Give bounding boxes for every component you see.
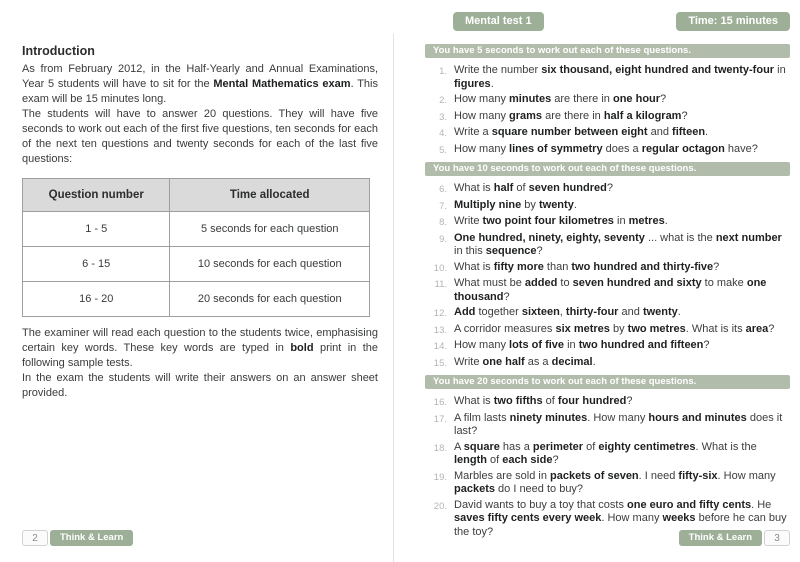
- text-run: does it last?: [454, 411, 783, 437]
- question-section: [425, 375, 790, 539]
- table-row: [23, 247, 370, 282]
- cell-time-allocated: 5 seconds for each question: [170, 212, 370, 247]
- cell-question-range: 1 - 5: [23, 212, 170, 247]
- text-run: Write a: [454, 126, 492, 138]
- text-run: does a: [602, 142, 642, 155]
- question-number: 14.: [433, 341, 447, 352]
- question-number: 13.: [433, 324, 447, 336]
- bold-keyword: saves fifty cents every week: [454, 512, 602, 524]
- text-run: in: [564, 339, 579, 351]
- question-item: [425, 182, 790, 197]
- question-number: 10.: [433, 262, 447, 274]
- bold-keyword: half a kilogram: [603, 109, 682, 122]
- bold-keyword: length: [454, 454, 487, 466]
- question-item: [425, 126, 790, 141]
- text-run: . What is the: [695, 440, 757, 453]
- question-section: [425, 44, 790, 157]
- text-run: A film lasts: [454, 411, 510, 424]
- bold-keyword: sixteen: [521, 306, 560, 318]
- question-number: 3.: [439, 111, 447, 123]
- bold-keyword: metres: [628, 215, 665, 227]
- bold-keyword: added: [524, 277, 558, 289]
- text-run: do I need to buy?: [494, 483, 584, 495]
- bold-keyword: each side: [502, 454, 553, 466]
- bold-keyword: two fifths: [493, 395, 543, 407]
- question-text: [454, 261, 790, 276]
- bold-keyword: lines of symmetry: [509, 142, 603, 155]
- introduction-paragraphs: [22, 62, 378, 167]
- closing-paragraphs: [22, 326, 378, 401]
- bold-keyword: regular octagon: [641, 142, 725, 155]
- bold-keyword: figures: [454, 77, 491, 90]
- question-item: [425, 110, 790, 125]
- text-run: .: [490, 77, 494, 90]
- left-page: [22, 44, 378, 401]
- bold-keyword: sequence: [485, 245, 537, 257]
- text-run: . What is its: [685, 322, 746, 335]
- bold-keyword: seven hundred and sixty: [572, 277, 702, 289]
- column-header-question-number: Question number: [23, 179, 170, 212]
- brand-badge-left: Think & Learn: [50, 530, 133, 546]
- question-text: [454, 64, 790, 91]
- text-run: ?: [713, 260, 720, 273]
- question-text: [454, 182, 790, 197]
- question-text: [454, 395, 790, 410]
- bold-keyword: one hour: [612, 93, 661, 105]
- table-header-row: [23, 179, 370, 212]
- question-item: [425, 64, 790, 91]
- question-item: [425, 470, 790, 497]
- text-run: What must be: [454, 277, 525, 289]
- bold-keyword: thirty-four: [565, 306, 619, 318]
- question-text: [454, 143, 790, 158]
- text-run: ?: [536, 245, 543, 257]
- question-item: [425, 306, 790, 321]
- bold-keyword: fifty-six: [678, 469, 718, 482]
- bold-keyword: packets: [454, 483, 495, 495]
- text-run: .: [592, 355, 596, 368]
- text-run: by: [521, 198, 539, 211]
- text-run: Marbles are sold in: [454, 469, 550, 482]
- cell-question-range: 16 - 20: [23, 282, 170, 317]
- page-gutter-line: [393, 34, 394, 562]
- bold-keyword: hours and minutes: [648, 411, 747, 424]
- text-run: What is: [454, 395, 494, 407]
- question-text: [454, 215, 790, 230]
- bold-keyword: seven hundred: [528, 182, 607, 194]
- bold-keyword: square number between eight: [491, 126, 648, 138]
- bold-keyword: six metres: [555, 322, 610, 335]
- question-text: [454, 441, 790, 468]
- question-number: 1.: [439, 66, 447, 77]
- text-run: . I need: [638, 469, 679, 482]
- text-run: by: [609, 322, 628, 335]
- text-run: in: [774, 64, 786, 76]
- cell-question-range: 6 - 15: [23, 247, 170, 282]
- text-run: ?: [552, 454, 559, 466]
- text-run: in this: [454, 245, 486, 257]
- text-run: .: [677, 306, 681, 318]
- text-run: As from February 2012, in the Half-Yearly and Annual Examinations, Year 5 students will have to sit for the: [22, 63, 378, 90]
- question-item: [425, 232, 790, 259]
- text-run: What is: [454, 182, 494, 194]
- text-run: ?: [660, 93, 667, 105]
- text-run: .: [573, 198, 577, 211]
- right-page: [425, 12, 790, 541]
- text-run: ?: [768, 322, 775, 335]
- table-row: [23, 212, 370, 247]
- text-run: print in the following sample tests.: [22, 342, 378, 369]
- question-number: 17.: [433, 413, 447, 425]
- bold-keyword: one half: [482, 355, 525, 368]
- time-limit-badge: Time: 15 minutes: [676, 12, 790, 31]
- question-text: [454, 412, 790, 439]
- question-sections: [425, 44, 790, 539]
- question-item: [425, 441, 790, 468]
- question-number: 2.: [439, 95, 447, 106]
- bold-keyword: next number: [715, 231, 782, 244]
- text-run: . This exam will be 15 minutes long.: [22, 78, 378, 105]
- bold-keyword: area: [745, 322, 769, 335]
- paragraph: [22, 62, 378, 107]
- table-row: [23, 282, 370, 317]
- question-number: 6.: [439, 184, 447, 195]
- text-run: before he can buy the toy?: [454, 512, 787, 538]
- text-run: has a: [499, 440, 533, 453]
- text-run: . How many: [601, 512, 663, 524]
- text-run: How many: [454, 142, 510, 155]
- question-number: 20.: [433, 500, 447, 512]
- text-run: Write the number: [454, 64, 542, 76]
- question-item: [425, 143, 790, 158]
- page-number-left: 2: [22, 530, 48, 546]
- paragraph: [22, 326, 378, 371]
- bold-keyword: square: [463, 440, 500, 453]
- question-section: [425, 162, 790, 370]
- question-item: [425, 323, 790, 338]
- text-run: How many: [454, 93, 510, 105]
- left-page-footer: [22, 530, 133, 546]
- column-header-time-allocated: Time allocated: [170, 179, 370, 212]
- text-run: ?: [626, 395, 633, 407]
- bold-keyword: four hundred: [557, 395, 627, 407]
- text-run: of: [583, 440, 599, 453]
- question-text: [454, 323, 790, 338]
- bold-keyword: lots of five: [509, 339, 565, 351]
- text-run: The students will have to answer 20 questions. They will have five seconds to work out each of the first five questions, ten seconds for each of the next ten questions and twenty seconds for each of the last five questions:: [22, 108, 378, 165]
- question-item: [425, 339, 790, 354]
- question-text: [454, 126, 790, 141]
- bold-keyword: two metres: [627, 322, 686, 335]
- bold-keyword: perimeter: [532, 440, 584, 453]
- question-item: [425, 93, 790, 108]
- bold-keyword: half: [493, 182, 514, 194]
- time-allocation-table: [22, 178, 370, 317]
- question-text: [454, 306, 790, 321]
- text-run: to make: [701, 277, 747, 289]
- question-item: [425, 356, 790, 371]
- text-run: than: [543, 260, 572, 273]
- bold-keyword: two point four kilometres: [482, 215, 614, 227]
- question-text: [454, 277, 790, 304]
- text-run: The examiner will read each question to the students twice, emphasising certain key words. These key words are typed in: [22, 327, 378, 354]
- text-run: and: [618, 306, 643, 318]
- text-run: ?: [606, 182, 613, 194]
- bold-keyword: ninety minutes: [509, 411, 588, 424]
- text-run: of: [542, 395, 558, 407]
- bold-keyword: fifteen: [672, 126, 706, 138]
- bold-keyword: fifty more: [493, 260, 544, 273]
- question-text: [454, 110, 790, 125]
- question-text: [454, 356, 790, 371]
- page-number-right: 3: [764, 530, 790, 546]
- text-run: How many: [454, 339, 510, 351]
- question-text: [454, 470, 790, 497]
- bold-keyword: One hundred, ninety, eighty, seventy: [454, 231, 645, 244]
- question-item: [425, 199, 790, 214]
- question-item: [425, 261, 790, 276]
- table-body: [23, 212, 370, 317]
- brand-badge-right: Think & Learn: [679, 530, 762, 546]
- text-run: and: [647, 126, 673, 138]
- text-run: In the exam the students will write their answers on an answer sheet provided.: [22, 372, 378, 399]
- bold-keyword: twenty: [642, 306, 678, 318]
- text-run: ... what is the: [644, 231, 716, 244]
- question-item: [425, 395, 790, 410]
- paragraph: [22, 371, 378, 401]
- question-text: [454, 339, 790, 354]
- question-number: 18.: [433, 442, 447, 454]
- right-page-footer: [679, 530, 790, 546]
- question-number: 4.: [439, 128, 447, 139]
- question-number: 7.: [439, 200, 447, 212]
- section-instruction-banner: You have 5 seconds to work out each of these questions.: [425, 44, 790, 58]
- bold-keyword: packets of seven: [550, 469, 639, 482]
- mental-test-badge: Mental test 1: [453, 12, 544, 31]
- text-run: A: [454, 440, 464, 453]
- question-text: [454, 93, 790, 108]
- bold-keyword: minutes: [509, 93, 552, 105]
- question-number: 9.: [439, 233, 447, 245]
- text-run: David wants to buy a toy that costs: [454, 498, 628, 511]
- question-number: 8.: [439, 217, 447, 228]
- text-run: together: [475, 306, 522, 318]
- question-number: 5.: [439, 144, 447, 156]
- bold-keyword: eighty centimetres: [598, 440, 696, 453]
- test-header: [453, 12, 790, 31]
- text-run: in: [613, 215, 629, 227]
- bold-keyword: one euro and fifty cents: [627, 498, 752, 511]
- bold-keyword: Multiply nine: [454, 198, 522, 211]
- bold-keyword: Mental Mathematics exam: [213, 78, 351, 90]
- introduction-heading: Introduction: [22, 44, 95, 58]
- bold-keyword: six thousand, eight hundred and twenty-four: [541, 64, 775, 76]
- bold-keyword: Add: [454, 306, 476, 318]
- bold-keyword: grams: [509, 109, 543, 122]
- text-run: . He: [751, 498, 772, 511]
- text-run: How many: [454, 109, 510, 122]
- text-run: Write: [454, 215, 483, 227]
- bold-keyword: two hundred and fifteen: [578, 339, 704, 351]
- section-instruction-banner: You have 20 seconds to work out each of these questions.: [425, 375, 790, 389]
- text-run: ,: [559, 306, 566, 318]
- cell-time-allocated: 20 seconds for each question: [170, 282, 370, 317]
- text-run: ?: [503, 290, 510, 303]
- text-run: What is: [454, 260, 494, 273]
- text-run: to: [557, 277, 573, 289]
- text-run: . How many: [717, 469, 776, 482]
- question-number: 12.: [433, 308, 447, 319]
- bold-keyword: weeks: [662, 512, 696, 524]
- text-run: . How many: [587, 411, 649, 424]
- question-item: [425, 277, 790, 304]
- text-run: .: [664, 215, 668, 227]
- text-run: ?: [681, 109, 688, 122]
- question-number: 16.: [433, 397, 447, 408]
- text-run: .: [705, 126, 709, 138]
- bold-keyword: two hundred and thirty-five: [571, 260, 714, 273]
- question-item: [425, 412, 790, 439]
- paragraph: [22, 107, 378, 167]
- bold-keyword: one thousand: [454, 277, 767, 303]
- text-run: ?: [703, 339, 710, 351]
- question-number: 19.: [433, 471, 447, 483]
- question-number: 15.: [433, 357, 447, 369]
- bold-keyword: decimal: [551, 355, 593, 368]
- section-instruction-banner: You have 10 seconds to work out each of these questions.: [425, 162, 790, 176]
- text-run: of: [513, 182, 529, 194]
- question-number: 11.: [434, 279, 447, 290]
- text-run: of: [487, 454, 503, 466]
- text-run: are there in: [542, 109, 604, 122]
- text-run: as a: [524, 355, 552, 368]
- bold-keyword: twenty: [538, 198, 574, 211]
- cell-time-allocated: 10 seconds for each question: [170, 247, 370, 282]
- question-text: [454, 199, 790, 214]
- text-run: have?: [724, 142, 758, 155]
- text-run: Write: [454, 355, 483, 368]
- text-run: A corridor measures: [454, 322, 556, 335]
- question-item: [425, 215, 790, 230]
- bold-keyword: bold: [290, 342, 314, 354]
- question-text: [454, 232, 790, 259]
- text-run: are there in: [551, 93, 613, 105]
